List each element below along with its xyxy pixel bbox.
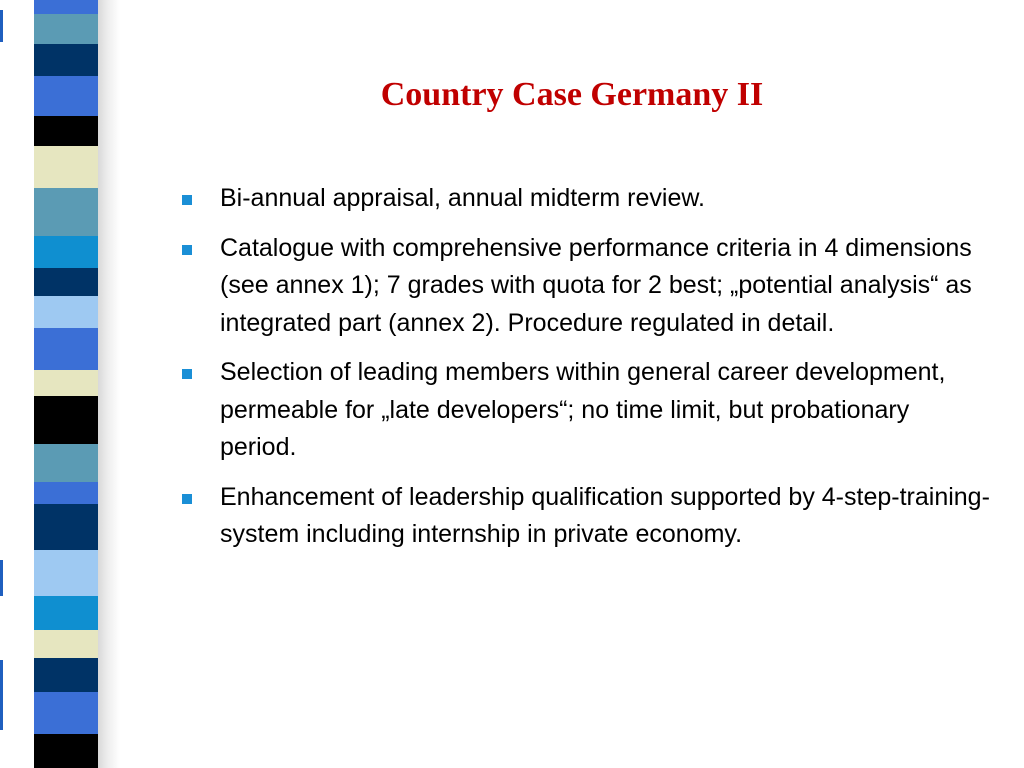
bullet-list xyxy=(182,180,992,566)
square-bullet-icon xyxy=(182,494,192,504)
stripe-block xyxy=(34,0,98,14)
bullet-item xyxy=(182,354,992,467)
bullet-item xyxy=(182,230,992,343)
stripe-block xyxy=(34,370,98,396)
stripe-block xyxy=(34,396,98,444)
bullet-item xyxy=(182,180,992,218)
stripe-block xyxy=(34,734,98,768)
stripe-block xyxy=(34,482,98,504)
bullet-item xyxy=(182,479,992,554)
stripe-block xyxy=(34,14,98,44)
stripe-block xyxy=(34,296,98,328)
stripe-block xyxy=(34,658,98,692)
edge-accent xyxy=(0,10,3,42)
decorative-stripe xyxy=(34,0,98,768)
bullet-text: Selection of leading members within general career development, permeable for „late developers“; no time limit, but probationary period. xyxy=(220,358,946,461)
stripe-block xyxy=(34,444,98,482)
stripe-block xyxy=(34,236,98,268)
stripe-block xyxy=(34,504,98,550)
bullet-text: Catalogue with comprehensive performance criteria in 4 dimensions (see annex 1); 7 grades with quota for 2 best; „potential analysis“ as integrated part (annex 2). Procedure regulated in detail. xyxy=(220,233,972,337)
stripe-block xyxy=(34,76,98,116)
stripe-block xyxy=(34,116,98,146)
stripe-block xyxy=(34,268,98,296)
bullet-text: Enhancement of leadership qualification supported by 4-step-training-system including internship in private economy. xyxy=(220,482,990,548)
square-bullet-icon xyxy=(182,195,192,205)
decorative-stripe-shadow xyxy=(98,0,120,768)
stripe-block xyxy=(34,596,98,630)
stripe-block xyxy=(34,630,98,658)
edge-accent xyxy=(0,660,3,730)
bullet-text: Bi-annual appraisal, annual midterm review. xyxy=(220,184,705,212)
square-bullet-icon xyxy=(182,369,192,379)
stripe-block xyxy=(34,44,98,76)
stripe-block xyxy=(34,188,98,236)
stripe-block xyxy=(34,328,98,370)
stripe-block xyxy=(34,692,98,734)
square-bullet-icon xyxy=(182,245,192,255)
edge-accent xyxy=(0,560,3,596)
slide-title: Country Case Germany II xyxy=(380,76,764,113)
stripe-block xyxy=(34,146,98,188)
stripe-block xyxy=(34,550,98,596)
